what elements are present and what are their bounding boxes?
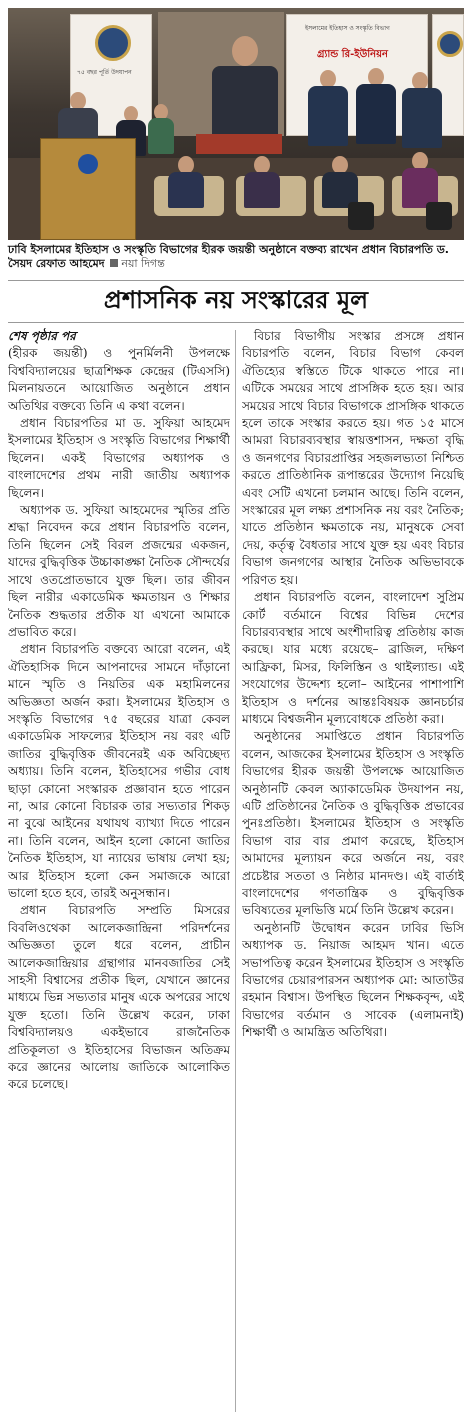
banner-left-text: ৭৫ বছর পূর্তি উদযাপন xyxy=(77,69,132,76)
university-seal-icon xyxy=(437,31,463,57)
person-figure xyxy=(356,84,396,144)
person-figure xyxy=(402,88,442,148)
article-paragraph: প্রধান বিচারপতি সম্প্রতি মিসরের বিবলিওথেকা আলেকজান্দ্রিনা পরিদর্শনের অভিজ্ঞতা তুলে ধরে বলেন, প্রাচীন আলেকজান্দ্রিয়ার গ্রন্থাগার মানবজাতির সেই সাহসী বিশ্বাসের প্রতীক ছিল, যেখানে জ্ঞানের মাধ্যমে ভিন্ন সভ্যতার মানুষ একে অপরের সাথে যুক্ত হতো। তিনি উল্লেখ করেন, ঢাকা বিশ্ববিদ্যালয়ও একইভাবে রাজনৈতিক প্রতিকূলতা ও ইতিহাসের বিভাজন অতিক্রম করে জ্ঞানের আলোয় জাতিকে আলোকিত করে চলেছে। xyxy=(8,903,230,1092)
article-column-left xyxy=(8,328,230,1414)
headline: প্রশাসনিক নয় সংস্কারের মূল xyxy=(103,286,369,314)
article-paragraph: বিচার বিভাগীয় সংস্কার প্রসঙ্গে প্রধান বিচারপতি বলেন, বিচার বিভাগ কেবল ঐতিহ্যের স্বস্তিতে টিকে থাকতে পারে না। এটিকে সময়ের সাথে প্রাসঙ্গিক হতে হয়। আর সময়ের সাথে বিচার বিভাগকে প্রাসঙ্গিক থাকতে হলে তাকে সংস্কার করতে হয়। গত ১৫ মাসে আমরা বিচারব্যবস্থার স্বায়ত্তশাসন, দক্ষতা বৃদ্ধি ও জনগণের বিচারপ্রাপ্তির সহজলভ্যতা নিশ্চিত করতে প্রাতিষ্ঠানিক রূপান্তরের উদ্যোগ নিয়েছি এবং সেটি এখনো চলমান আছে। তিনি বলেন, সংস্কারের মূল লক্ষ্য প্রশাসনিক নয় বরং নৈতিক; যাতে প্রতিষ্ঠান ক্ষমতাকে নয়, মানুষকে সেবা দেয়, কর্তৃত্ব বৈধতার সাথে যুক্ত হয় এবং বিচার বিভাগ জনগণের আস্থার নৈতিক অভিভাবকে পরিণত হয়। xyxy=(242,329,464,587)
banner-right-title: গ্র্যান্ড রি-ইউনিয়ন xyxy=(317,49,388,60)
caption-source: নয়া দিগন্ত xyxy=(121,257,165,270)
person-figure xyxy=(244,172,280,208)
news-photo xyxy=(8,8,464,240)
headline-rule-bottom xyxy=(8,322,464,323)
podium-logo-icon xyxy=(78,154,98,174)
article-paragraph: প্রধান বিচারপতি বক্তব্যে আরো বলেন, এই ঐতিহাসিক দিনে আপনাদের সামনে দাঁড়ানো মানে স্মৃতি ও নিয়তির এক মহামিলনের অভিজ্ঞতা অর্জন করা। ইসলামের ইতিহাস ও সংস্কৃতি বিভাগের ৭৫ বছরের যাত্রা কেবল একাডেমিক সাফল্যের ইতিহাস নয় বরং এটি জাতির বুদ্ধিবৃত্তিক জীবনেরই এক অবিচ্ছেদ্য অধ্যায়। তিনি বলেন, ইতিহাসের গভীর বোধ ছাড়া কোনো সংস্কারক প্রজ্ঞাবান হতে পারেন না, আর কোনো বিচারক তার সভ্যতার শিকড় না বুঝে আইনের যথাযথ ব্যাখ্যা দিতে পারেন না। তিনি বলেন, আইন হলো কোনো জাতির নৈতিক ইতিহাস, যা ন্যায়ের ভাষায় লেখা হয়; আর ইতিহাস হলো কেন সমাজকে আরো ভালো হতে হবে, তারই অনুসন্ধান। xyxy=(8,642,230,900)
article-column-right xyxy=(242,328,464,1408)
article-paragraph: অনুষ্ঠানের সমাপ্তিতে প্রধান বিচারপতি বলেন, আজকের ইসলামের ইতিহাস ও সংস্কৃতি বিভাগের হীরক জয়ন্তী উপলক্ষে আয়োজিত অনুষ্ঠানটি কেবল অ্যাকাডেমিক উদযাপন নয়, এটি প্রতিষ্ঠানের নৈতিক ও বুদ্ধিবৃত্তিক প্রভাবের পুনঃপ্রতিষ্ঠা। ইসলামের ইতিহাস ও সংস্কৃতি বিভাগ বার বার প্রমাণ করেছে, ইতিহাস আমাদের মূল্যায়ন করে অর্জনে নয়, বরং প্রচেষ্টার সততা ও নিষ্ঠার মানদণ্ড। এই বার্তাই বাংলাদেশের গণতান্ত্রিক ও বুদ্ধিবৃত্তিক ভবিষ্যতের মূলভিত্তি মর্মে তিনি উল্লেখ করেন। xyxy=(242,729,464,918)
article-paragraph: অধ্যাপক ড. সুফিয়া আহমেদের স্মৃতির প্রতি শ্রদ্ধা নিবেদন করে প্রধান বিচারপতি বলেন, তিনি ছিলেন সেই বিরল প্রজন্মের একজন, যাদের বুদ্ধিবৃত্তিক উচ্চাকাঙ্ক্ষা নৈতিক সৌন্দর্যের সাথে ওতপ্রোতভাবে যুক্ত ছিল। তার জীবন ছিল নারীর একাডেমিক ক্ষমতায়ন ও শিক্ষার নৈতিক শুদ্ধতার প্রতীক যা এখনো আমাকে প্রভাবিত করে। xyxy=(8,503,230,639)
head-table xyxy=(196,134,282,154)
person-figure xyxy=(308,86,348,146)
article-paragraph: (হীরক জয়ন্তী) ও পুনর্মিলনী উপলক্ষে বিশ্ববিদ্যালয়ের ছাত্রশিক্ষক কেন্দ্রের (টিএসসি) মিলনায়তনে আয়োজিত অনুষ্ঠানে প্রধান অতিথির বক্তব্যে তিনি এ কথা বলেন। xyxy=(8,346,230,413)
speaker-figure xyxy=(212,66,278,136)
column-divider xyxy=(235,330,236,1412)
university-seal-icon xyxy=(95,25,131,61)
person-figure xyxy=(168,172,204,208)
article-paragraph: প্রধান বিচারপতির মা ড. সুফিয়া আহমেদ ইসলামের ইতিহাস ও সংস্কৃতি বিভাগের শিক্ষার্থী ছিলেন। একই বিভাগের অধ্যাপক ও বাংলাদেশের প্রথম নারী জাতীয় অধ্যাপক ছিলেন। xyxy=(8,416,230,500)
article-paragraph: প্রধান বিচারপতি বলেন, বাংলাদেশ সুপ্রিম কোর্ট বর্তমানে বিশ্বের বিভিন্ন দেশের বিচারব্যবস্থার সাথে অংশীদারিত্ব প্রতিষ্ঠায় কাজ করছে। যার মধ্যে রয়েছে– ব্রাজিল, দক্ষিণ আফ্রিকা, মিসর, ফিলিস্তিন ও থাইল্যান্ড। এই সংযোগের উদ্দেশ্য হলো– আইনের পাশাপাশি ইতিহাস ও দর্শনের আন্তঃবিষয়ক জ্ঞানচর্চার মাধ্যমে বিশ্বজনীন মূল্যবোধকে প্রতিষ্ঠা করা। xyxy=(242,590,464,726)
caption-text: ঢাবি ইসলামের ইতিহাস ও সংস্কৃতি বিভাগের হীরক জয়ন্তী অনুষ্ঠানে বক্তব্য রাখেন প্রধান বিচারপতি ড. সৈয়দ রেফাত আহমেদ xyxy=(8,243,449,270)
continued-from-label: শেষ পৃষ্ঠার পর xyxy=(8,329,76,343)
speaker-box xyxy=(348,202,374,230)
square-bullet-icon xyxy=(110,259,118,267)
speaker-head xyxy=(232,36,258,66)
person-figure xyxy=(148,118,174,154)
banner-right-top-text: ইসলামের ইতিহাস ও সংস্কৃতি বিভাগ xyxy=(305,25,390,32)
article-paragraph: অনুষ্ঠানটি উদ্বোধন করেন ঢাবির ভিসি অধ্যাপক ড. নিয়াজ আহমদ খান। এতে সভাপতিত্ব করেন ইসলামের ইতিহাস ও সংস্কৃতি বিভাগের চেয়ারপারসন অধ্যাপক মো: আতাউর রহমান বিশ্বাস। উপস্থিত ছিলেন শিক্ষকবৃন্দ, এই বিভাগের বর্তমান ও সাবেক (এলামনাই) শিক্ষার্থী ও আমন্ত্রিত অতিথিরা। xyxy=(242,920,464,1040)
speaker-box xyxy=(426,202,452,230)
photo-caption xyxy=(8,243,464,271)
headline-rule-top xyxy=(8,280,464,281)
